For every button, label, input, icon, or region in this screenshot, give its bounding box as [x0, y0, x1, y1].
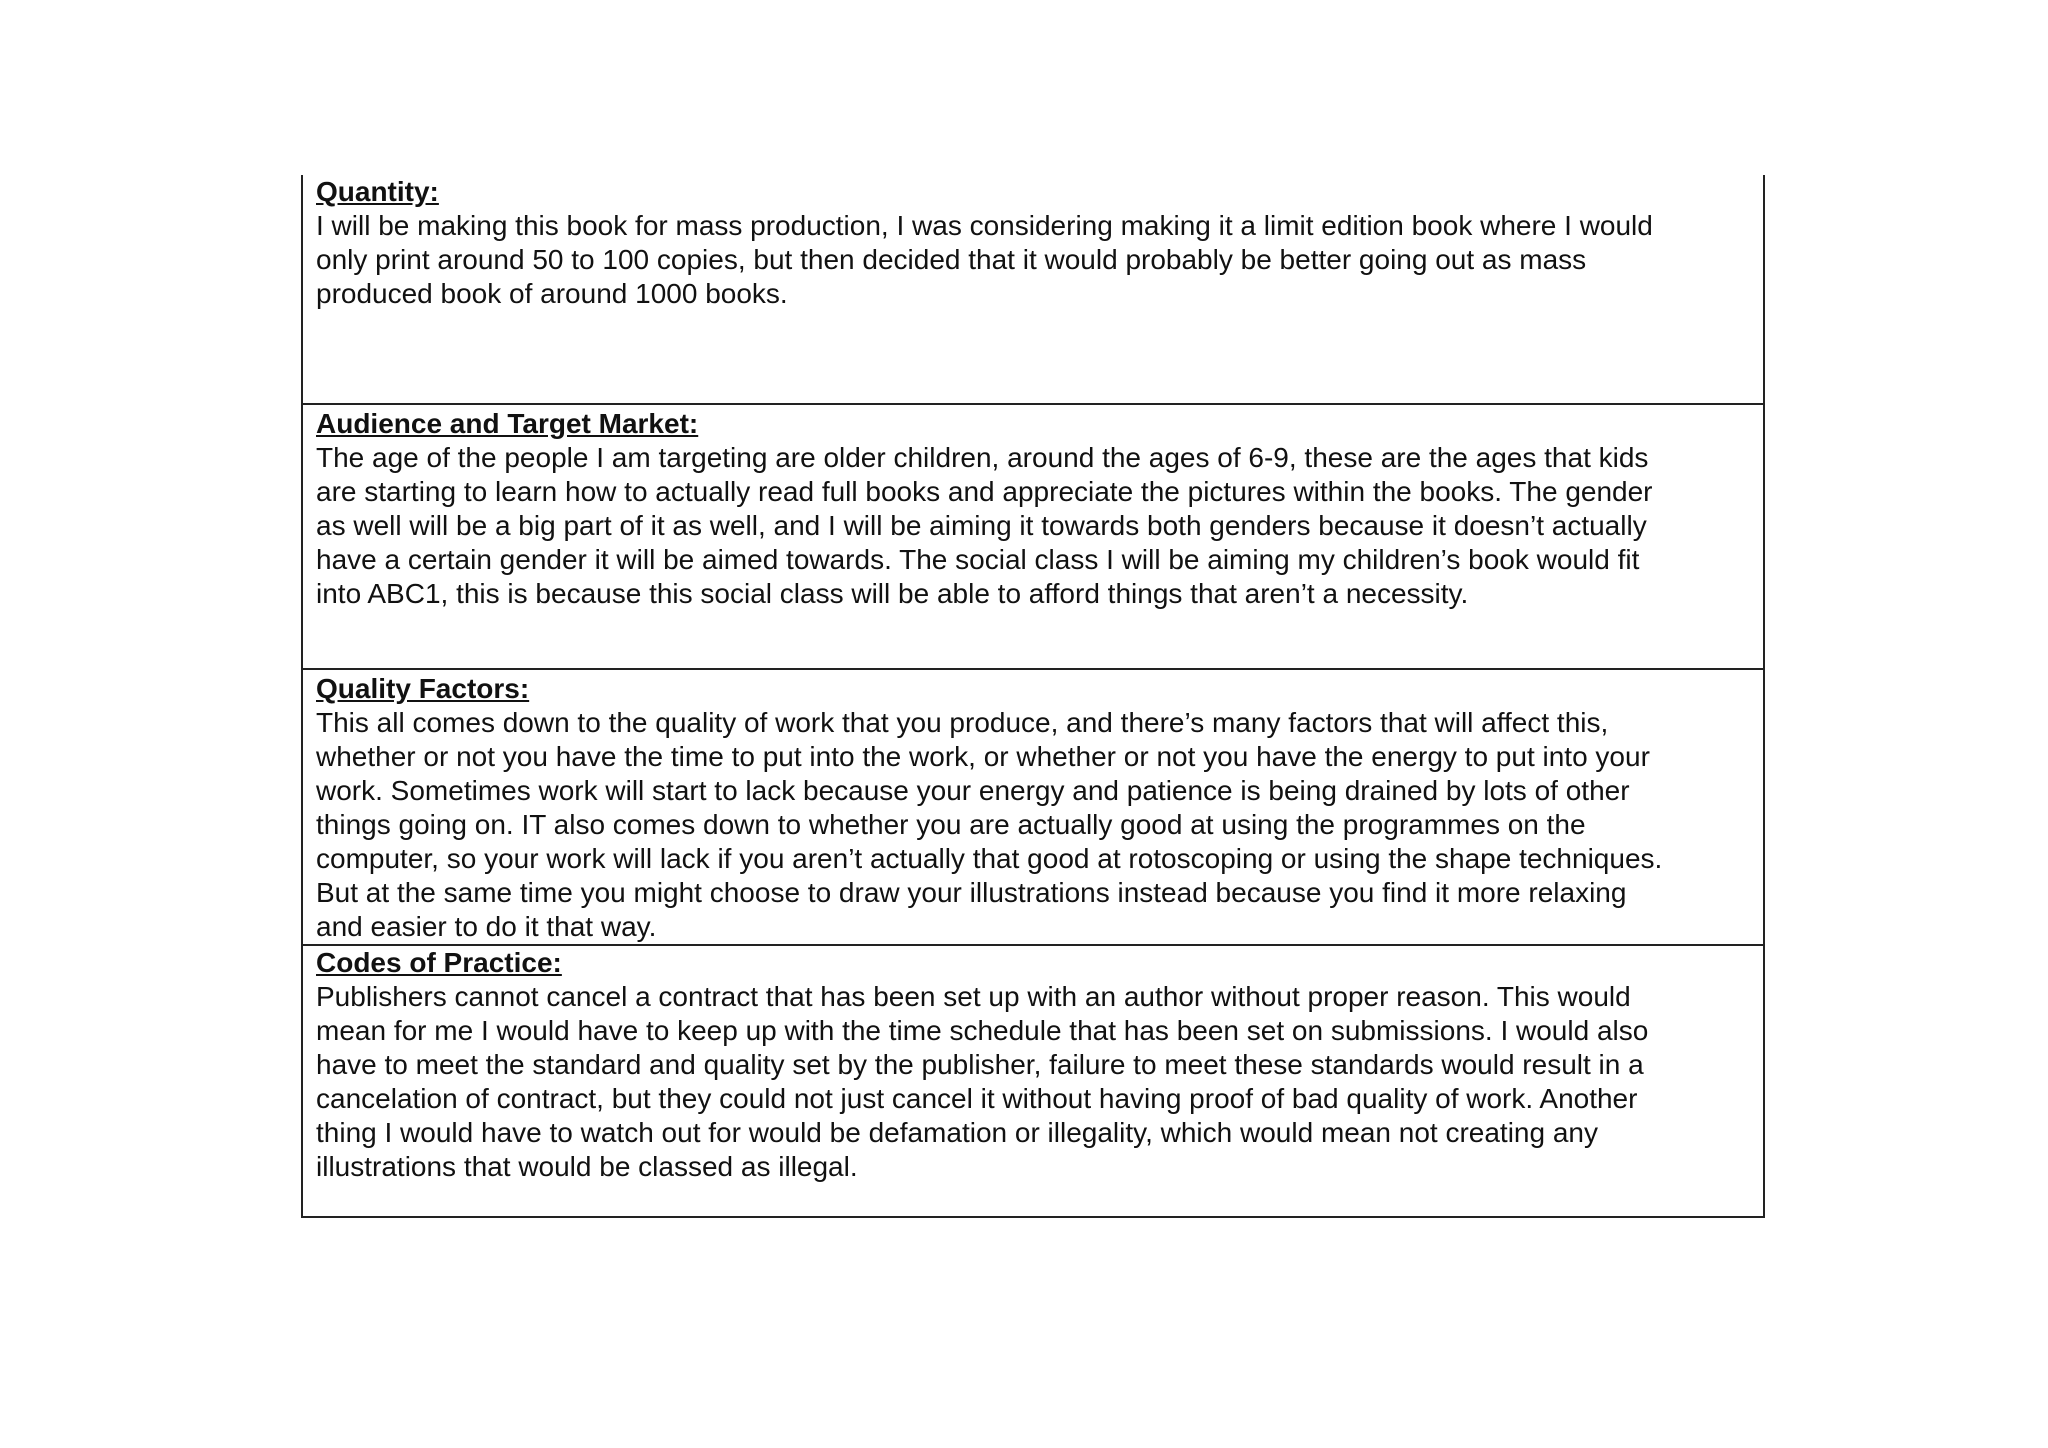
text-line: illustrations that would be classed as illegal. [316, 1151, 858, 1182]
text-line: Publishers cannot cancel a contract that has been set up with an author without proper reason. This would [316, 981, 1631, 1012]
text-line: This all comes down to the quality of work that you produce, and there’s many factors that will affect this, [316, 707, 1609, 738]
text-line: as well will be a big part of it as well, and I will be aiming it towards both genders because it doesn’t actually [316, 510, 1647, 541]
section-quality-factors [303, 668, 1763, 944]
section-quantity [303, 175, 1763, 403]
text-line: and easier to do it that way. [316, 911, 657, 942]
section-heading: Quantity: [316, 176, 439, 207]
text-line: The age of the people I am targeting are older children, around the ages of 6-9, these are the ages that kids [316, 442, 1649, 473]
content-table [301, 175, 1765, 1218]
section-codes-of-practice [303, 944, 1763, 1216]
text-line: work. Sometimes work will start to lack because your energy and patience is being drained by lots of other [316, 775, 1630, 806]
section-heading: Quality Factors: [316, 673, 530, 704]
text-line: into ABC1, this is because this social class will be able to afford things that aren’t a necessity. [316, 578, 1469, 609]
section-heading: Audience and Target Market: [316, 408, 699, 439]
text-line: have to meet the standard and quality set by the publisher, failure to meet these standards would result in a [316, 1049, 1644, 1080]
text-line: computer, so your work will lack if you aren’t actually that good at rotoscoping or using the shape techniques. [316, 843, 1663, 874]
text-line: whether or not you have the time to put into the work, or whether or not you have the energy to put into your [316, 741, 1650, 772]
section-heading: Codes of Practice: [316, 947, 562, 978]
section-audience-target-market [303, 403, 1763, 668]
text-line: have a certain gender it will be aimed towards. The social class I will be aiming my children’s book would fit [316, 544, 1640, 575]
text-line: are starting to learn how to actually read full books and appreciate the pictures within the books. The gender [316, 476, 1653, 507]
text-line: produced book of around 1000 books. [316, 278, 788, 309]
text-line: I will be making this book for mass production, I was considering making it a limit edition book where I would [316, 210, 1653, 241]
text-line: mean for me I would have to keep up with the time schedule that has been set on submissions. I would also [316, 1015, 1649, 1046]
text-line: things going on. IT also comes down to whether you are actually good at using the programmes on the [316, 809, 1586, 840]
text-line: thing I would have to watch out for would be defamation or illegality, which would mean not creating any [316, 1117, 1598, 1148]
text-line: cancelation of contract, but they could not just cancel it without having proof of bad quality of work. Another [316, 1083, 1638, 1114]
text-line: But at the same time you might choose to draw your illustrations instead because you find it more relaxing [316, 877, 1627, 908]
text-line: only print around 50 to 100 copies, but then decided that it would probably be better going out as mass [316, 244, 1587, 275]
